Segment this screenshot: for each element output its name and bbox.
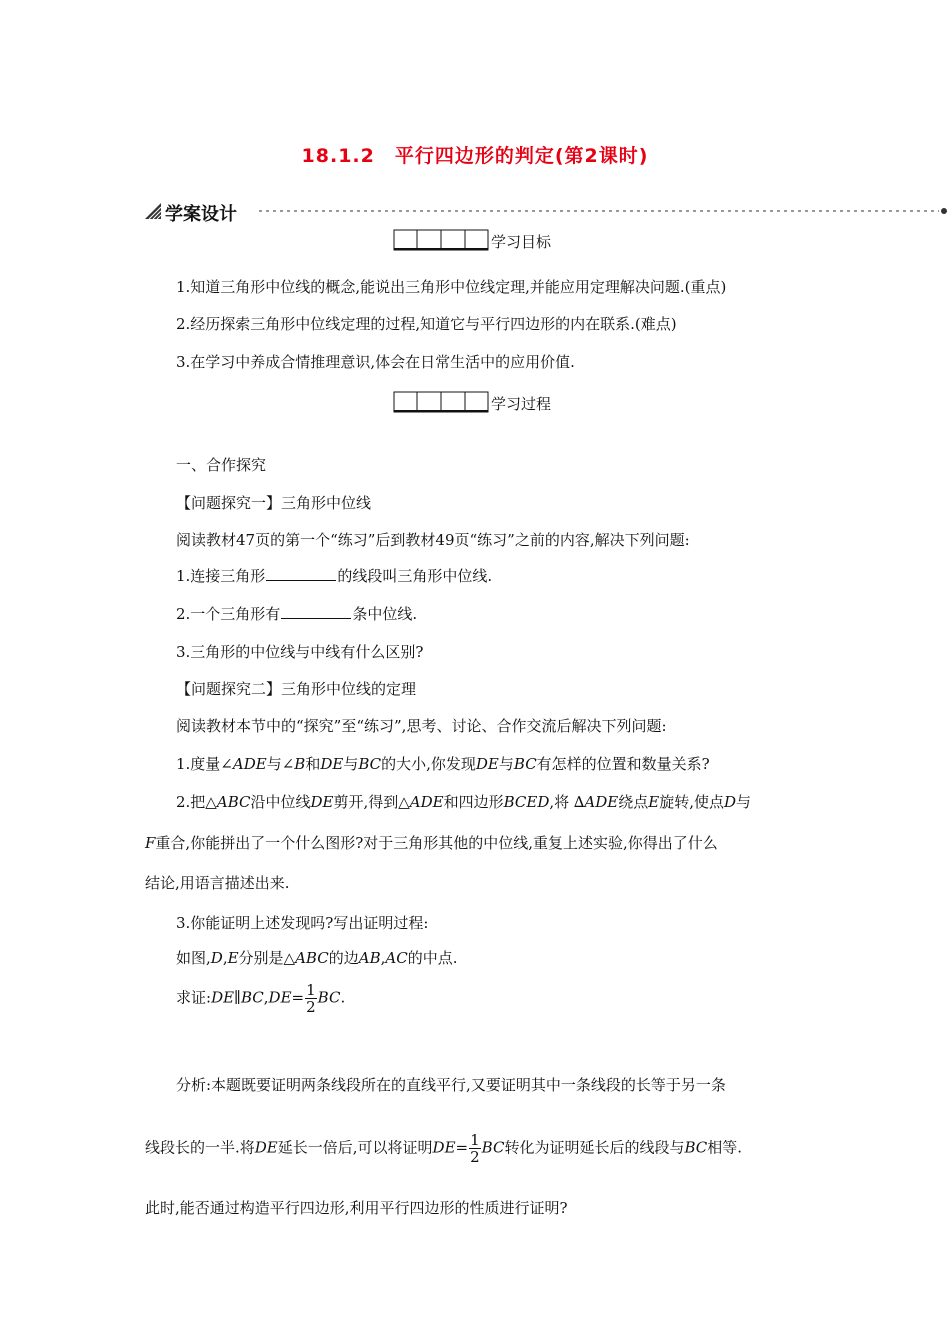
banner-label: 学案设计 bbox=[165, 204, 237, 225]
question-item-continued: 结论,用语言描述出来. bbox=[145, 874, 290, 892]
analysis-paragraph: 分析:本题既要证明两条线段所在的直线平行,又要证明其中一条线段的长等于另一条 bbox=[176, 1076, 726, 1094]
figure-statement: 如图,D,E分别是△ABC的边AB,AC的中点. bbox=[176, 949, 458, 967]
triangle-icon bbox=[143, 202, 163, 220]
page-title: 18.1.2 平行四边形的判定(第2课时) bbox=[301, 145, 649, 167]
section-label: 学习目标 bbox=[491, 233, 552, 251]
question-item-continued: F重合,你能拼出了一个什么图形?对于三角形其他的中位线,重复上述实验,你得出了什么 bbox=[145, 834, 718, 852]
paragraph: 阅读教材本节中的“探究”至“练习”,思考、讨论、合作交流后解决下列问题: bbox=[176, 717, 667, 735]
fraction: $\frac{1}{2}$ bbox=[470, 1131, 480, 1166]
fill-in-item: 1.连接三角形 的线段叫三角形中位线. bbox=[176, 567, 493, 585]
box-grid-icon bbox=[393, 391, 489, 413]
goal-item: 3.在学习中养成合情推理意识,体会在日常生活中的应用价值. bbox=[176, 353, 575, 371]
answer-blank[interactable] bbox=[266, 566, 336, 581]
paragraph: 阅读教材47页的第一个“练习”后到教材49页“练习”之前的内容,解决下列问题: bbox=[176, 531, 690, 549]
dotted-rule bbox=[259, 210, 939, 212]
end-dot-icon bbox=[939, 206, 949, 216]
part-heading: 一、合作探究 bbox=[176, 456, 267, 474]
question-item: 1.度量∠ADE与∠B和DE与BC的大小,你发现DE与BC有怎样的位置和数量关系? bbox=[176, 755, 710, 773]
question-heading: 【问题探究二】三角形中位线的定理 bbox=[176, 680, 417, 698]
question-item: 2.把△ABC沿中位线DE剪开,得到△ADE和四边形BCED,将 ∆ADE绕点E旋转,使点D与 bbox=[176, 793, 752, 811]
goal-item: 1.知道三角形中位线的概念,能说出三角形中位线定理,并能应用定理解决问题.(重点) bbox=[176, 278, 727, 296]
question-item: 3.三角形的中位线与中线有什么区别? bbox=[176, 643, 424, 661]
question-item: 3.你能证明上述发现吗?写出证明过程: bbox=[176, 914, 429, 932]
fill-in-item: 2.一个三角形有 条中位线. bbox=[176, 605, 418, 623]
answer-blank[interactable] bbox=[281, 604, 351, 619]
analysis-paragraph: 此时,能否通过构造平行四边形,利用平行四边形的性质进行证明? bbox=[145, 1199, 568, 1217]
section-label: 学习过程 bbox=[491, 395, 552, 413]
question-heading: 【问题探究一】三角形中位线 bbox=[176, 494, 372, 512]
analysis-paragraph: 线段长的一半.将DE延长一倍后,可以将证明DE= $\frac{1}{2}$ BC转化为证明延长后的线段与BC相等. bbox=[145, 1131, 743, 1166]
goal-item: 2.经历探索三角形中位线定理的过程,知道它与平行四边形的内在联系.(难点) bbox=[176, 315, 677, 333]
box-grid-icon bbox=[393, 229, 489, 251]
prove-statement: 求证:DE∥BC,DE= $\frac{1}{2}$ BC. bbox=[176, 981, 346, 1016]
section-banner bbox=[143, 200, 948, 225]
fraction: $\frac{1}{2}$ bbox=[306, 981, 316, 1016]
